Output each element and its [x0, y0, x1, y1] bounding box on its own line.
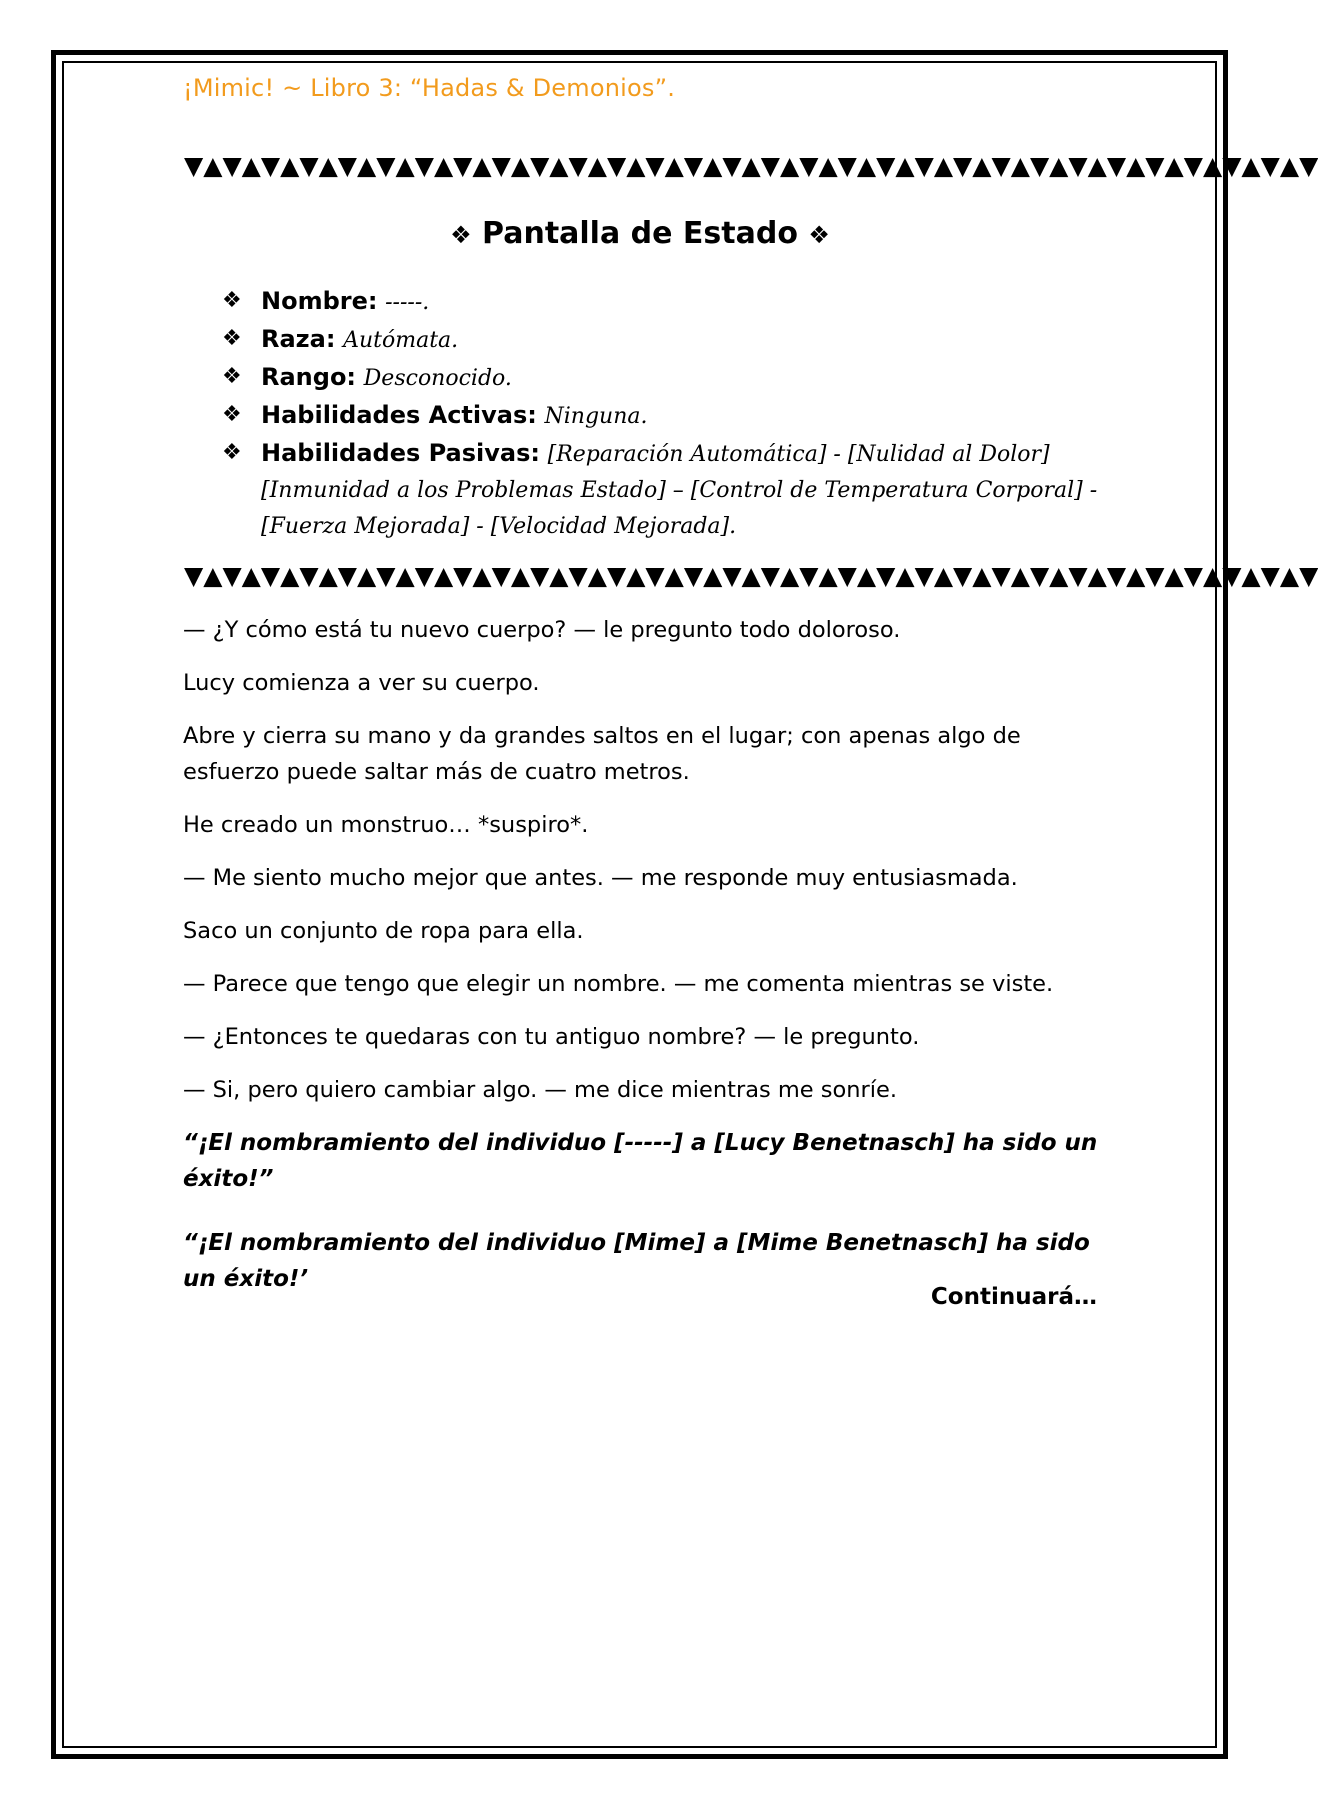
status-value: Ninguna. [544, 404, 648, 429]
paragraph: Saco un conjunto de ropa para ella. [183, 918, 584, 944]
diamond-bullet-icon: ❖ [222, 402, 242, 427]
status-list [222, 284, 1102, 546]
diamond-bullet-icon: ❖ [222, 364, 242, 389]
status-item-name [222, 284, 1102, 320]
status-value: Autómata. [343, 328, 459, 353]
diamond-bullet-icon: ❖ [222, 288, 242, 313]
divider-bottom: ▼▲▼▲▼▲▼▲▼▲▼▲▼▲▼▲▼▲▼▲▼▲▼▲▼▲▼▲▼▲▼▲▼▲▼▲▼▲▼▲▼▲▼▲▼▲▼▲▼▲▼▲▼▲▼▲▼▲▼ [184, 561, 1318, 590]
paragraph: — ¿Y cómo está tu nuevo cuerpo? — le pregunto todo doloroso. [183, 617, 901, 643]
paragraph: — Si, pero quiero cambiar algo. — me dice mientras me sonríe. [183, 1077, 898, 1103]
divider-top: ▼▲▼▲▼▲▼▲▼▲▼▲▼▲▼▲▼▲▼▲▼▲▼▲▼▲▼▲▼▲▼▲▼▲▼▲▼▲▼▲▼▲▼▲▼▲▼▲▼▲▼▲▼▲▼▲▼▲▼ [184, 151, 1318, 180]
status-label: Habilidades Pasivas: [261, 439, 540, 467]
status-label: Habilidades Activas: [261, 401, 537, 429]
status-value: [Reparación Automática] - [Nulidad al Dolor] [Inmunidad a los Problemas Estado] – [Control de Temperatura Corporal] - [Fuerza Mejorada] - [Velocidad Mejorada]. [261, 442, 1098, 539]
status-label: Rango: [261, 363, 357, 391]
status-screen-title [0, 216, 1280, 251]
diamond-bullet-icon: ❖ [222, 326, 242, 351]
status-title-text: Pantalla de Estado [482, 216, 798, 251]
status-item-rank [222, 360, 1102, 396]
status-value: Desconocido. [363, 366, 512, 391]
diamond-bullet-icon: ❖ [222, 440, 242, 465]
status-label: Raza: [261, 325, 336, 353]
diamond-icon: ❖ [450, 221, 472, 249]
book-header: ¡Mimic! ~ Libro 3: “Hadas & Demonios”. [183, 74, 676, 102]
continued-label: Continuará… [930, 1284, 1097, 1310]
paragraph: He creado un monstruo… *suspiro*. [183, 812, 589, 838]
paragraph: Abre y cierra su mano y da grandes saltos en el lugar; con apenas algo de esfuerzo puede saltar más de cuatro metros. [183, 723, 1021, 785]
diamond-icon: ❖ [808, 221, 830, 249]
status-item-active-skills [222, 398, 1102, 434]
status-label: Nombre: [261, 287, 378, 315]
paragraph: — Parece que tengo que elegir un nombre. — me comenta mientras se viste. [183, 971, 1054, 997]
paragraph: — ¿Entonces te quedaras con tu antiguo nombre? — le pregunto. [183, 1024, 920, 1050]
paragraph: — Me siento mucho mejor que antes. — me responde muy entusiasmada. [183, 865, 1018, 891]
story-text [183, 612, 1103, 1325]
status-value: -----. [385, 290, 430, 315]
status-item-passive-skills [222, 436, 1102, 544]
system-message: “¡El nombramiento del individuo [-----] a [Lucy Benetnasch] ha sido un éxito!” [183, 1130, 1098, 1192]
paragraph: Lucy comienza a ver su cuerpo. [183, 670, 540, 696]
status-item-race [222, 322, 1102, 358]
system-message: “¡El nombramiento del individuo [Mime] a [Mime Benetnasch] ha sido un éxito!’ [183, 1230, 1090, 1292]
